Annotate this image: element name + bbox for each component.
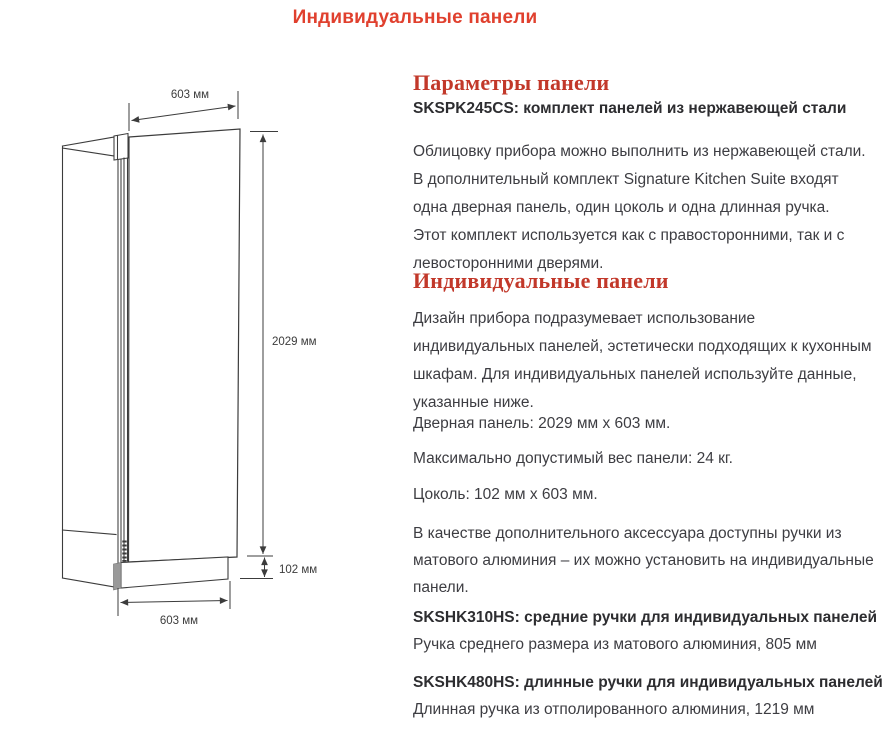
panel-dimension-diagram <box>0 0 420 738</box>
paragraph-line: В качестве дополнительного аксессуара доступны ручки из <box>413 525 842 542</box>
paragraph-line: указанные ниже. <box>413 394 534 411</box>
handle-strip-shape <box>114 134 128 564</box>
door-panel-shape <box>129 129 241 562</box>
kit-description-paragraph <box>413 138 885 278</box>
accessory-paragraph <box>413 520 885 601</box>
handle-description-medium: Ручка среднего размера из матового алюминия, 805 мм <box>413 636 817 653</box>
paragraph-line: левосторонними дверями. <box>413 255 604 272</box>
paragraph-line: Этот комплект используется как с правосторонними, так и с <box>413 227 845 244</box>
paragraph-line: одна дверная панель, один цоколь и одна длинная ручка. <box>413 199 830 216</box>
handle-model-title-medium: SKSHK310HS: средние ручки для индивидуальных панелей <box>413 609 878 626</box>
page-title: Индивидуальные панели <box>292 7 538 28</box>
paragraph-line: В дополнительный комплект Signature Kitchen Suite входят <box>413 171 839 188</box>
custom-panels-intro-paragraph <box>413 305 885 417</box>
dimension-label-bottom-width: 603 мм <box>159 615 199 627</box>
section-heading-panel-parameters: Параметры панели <box>413 70 610 95</box>
dimension-label-plinth-height: 102 мм <box>279 564 318 576</box>
spec-max-weight: Максимально допустимый вес панели: 24 кг. <box>413 450 733 467</box>
spec-plinth: Цоколь: 102 мм x 603 мм. <box>413 486 598 503</box>
spec-door-panel: Дверная панель: 2029 мм x 603 мм. <box>413 415 671 432</box>
paragraph-line: матового алюминия – их можно установить на индивидуальные <box>413 552 874 569</box>
handle-model-title-long: SKSHK480HS: длинные ручки для индивидуальных панелей <box>413 674 883 691</box>
side-panel-shape <box>63 137 121 588</box>
plinth-shape <box>121 557 228 588</box>
paragraph-line: панели. <box>413 579 469 596</box>
handle-description-long: Длинная ручка из отполированного алюминия, 1219 мм <box>413 701 815 718</box>
paragraph-line: Облицовку прибора можно выполнить из нержавеющей стали. <box>413 143 866 160</box>
plinth-edge-shape <box>114 563 122 591</box>
dimension-label-height: 2029 мм <box>272 336 317 348</box>
section-heading-custom-panels: Индивидуальные панели <box>413 268 669 293</box>
paragraph-line: индивидуальных панелей, эстетически подходящих к кухонным <box>413 338 872 355</box>
paragraph-line: шкафам. Для индивидуальных панелей используйте данные, <box>413 366 857 383</box>
paragraph-line: Дизайн прибора подразумевает использование <box>413 310 756 327</box>
dimension-label-top-width: 603 мм <box>170 89 210 101</box>
kit-model-title: SKSPK245CS: комплект панелей из нержавеющей стали <box>413 100 847 117</box>
